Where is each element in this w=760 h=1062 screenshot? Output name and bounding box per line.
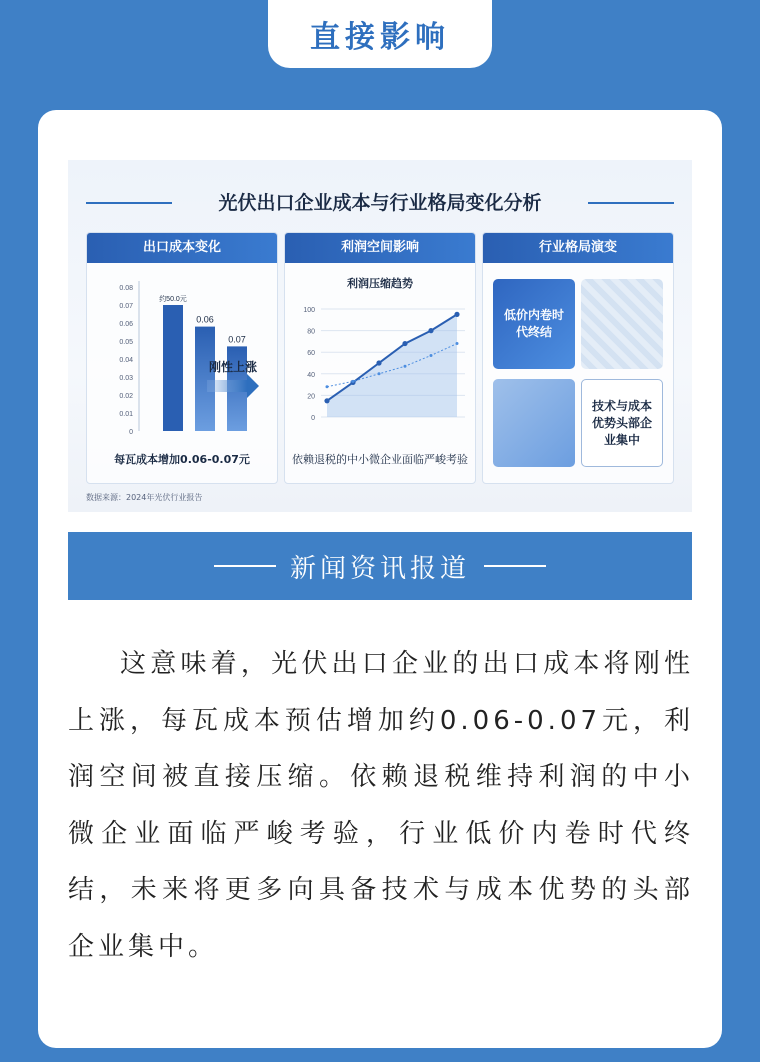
y-tick-label: 100 bbox=[303, 307, 315, 314]
infographic-image bbox=[68, 160, 692, 512]
news-banner bbox=[68, 532, 692, 600]
bar-data-label: 约50.0元 bbox=[159, 296, 187, 303]
y-tick-label: 0.03 bbox=[119, 375, 133, 382]
y-tick-label: 40 bbox=[307, 371, 315, 379]
profit-panel-header: 利润空间影响 bbox=[285, 233, 475, 263]
tile-gradient bbox=[493, 379, 575, 467]
data-point bbox=[402, 341, 407, 346]
data-point bbox=[324, 398, 329, 403]
banner-dash-right bbox=[484, 565, 546, 567]
data-point bbox=[456, 342, 459, 345]
data-point bbox=[326, 385, 329, 388]
industry-panel-header: 行业格局演变 bbox=[483, 233, 673, 263]
y-tick-label: 0.05 bbox=[119, 339, 133, 346]
data-point bbox=[428, 328, 433, 333]
cost-panel-header: 出口成本变化 bbox=[87, 233, 277, 263]
data-point bbox=[454, 312, 459, 317]
cost-bar-chart bbox=[87, 263, 278, 448]
profit-chart-title: 利润压缩趋势 bbox=[347, 277, 413, 290]
cost-panel bbox=[86, 232, 278, 484]
y-tick-label: 0.04 bbox=[119, 357, 133, 364]
infographic-title-row bbox=[68, 188, 692, 218]
banner-dash-left bbox=[214, 565, 276, 567]
data-point bbox=[378, 372, 381, 375]
y-tick-label: 80 bbox=[307, 328, 315, 336]
bar-data-label: 0.07 bbox=[228, 334, 246, 345]
y-tick-label: 0.02 bbox=[119, 393, 133, 400]
y-tick-label: 0.01 bbox=[119, 411, 133, 418]
data-point bbox=[430, 354, 433, 357]
title-pill bbox=[268, 0, 492, 68]
content-card bbox=[38, 110, 722, 1048]
profit-line-chart bbox=[285, 293, 476, 453]
bar bbox=[195, 327, 215, 431]
page-title: 直接影响 bbox=[310, 20, 450, 55]
data-point bbox=[404, 365, 407, 368]
y-tick-label: 20 bbox=[307, 393, 315, 401]
bar-data-label: 0.06 bbox=[196, 314, 214, 325]
profit-caption: 依赖退税的中小微企业面临严峻考验 bbox=[292, 453, 468, 466]
news-banner-title: 新闻资讯报道 bbox=[289, 553, 470, 584]
tile-head-concentration bbox=[581, 379, 663, 467]
bar bbox=[163, 305, 183, 431]
news-body: 这意味着，光伏出口企业的出口成本将刚性上涨，每瓦成本预估增加约0.06-0.07元，利润空间被直接压缩。依赖退税维持利润的中小微企业面临严峻考验，行业低价内卷时代终结，未来将更多向具备技术与成本优势的头部企业集中。 bbox=[68, 649, 694, 962]
data-point bbox=[352, 380, 355, 383]
tile-pattern bbox=[581, 279, 663, 369]
y-tick-label: 0 bbox=[129, 429, 133, 436]
tile-low-price-end bbox=[493, 279, 575, 369]
cost-caption: 每瓦成本增加0.06-0.07元 bbox=[114, 453, 250, 466]
tile-low-price-end-label: 低价内卷时代终结 bbox=[504, 308, 565, 339]
area-fill bbox=[327, 314, 457, 417]
data-source: 数据来源：2024年光伏行业报告 bbox=[86, 493, 203, 502]
y-tick-label: 60 bbox=[307, 350, 315, 358]
profit-panel bbox=[284, 232, 476, 484]
data-point bbox=[376, 360, 381, 365]
infographic-title: 光伏出口企业成本与行业格局变化分析 bbox=[218, 192, 542, 214]
y-tick-label: 0.07 bbox=[119, 303, 133, 310]
cost-callout: 刚性上涨 bbox=[208, 360, 258, 374]
tile-head-concentration-label: 技术与成本优势头部企业集中 bbox=[591, 398, 652, 447]
industry-panel bbox=[482, 232, 674, 484]
y-tick-label: 0 bbox=[311, 415, 315, 422]
y-tick-label: 0.08 bbox=[119, 285, 133, 292]
y-tick-label: 0.06 bbox=[119, 321, 133, 328]
